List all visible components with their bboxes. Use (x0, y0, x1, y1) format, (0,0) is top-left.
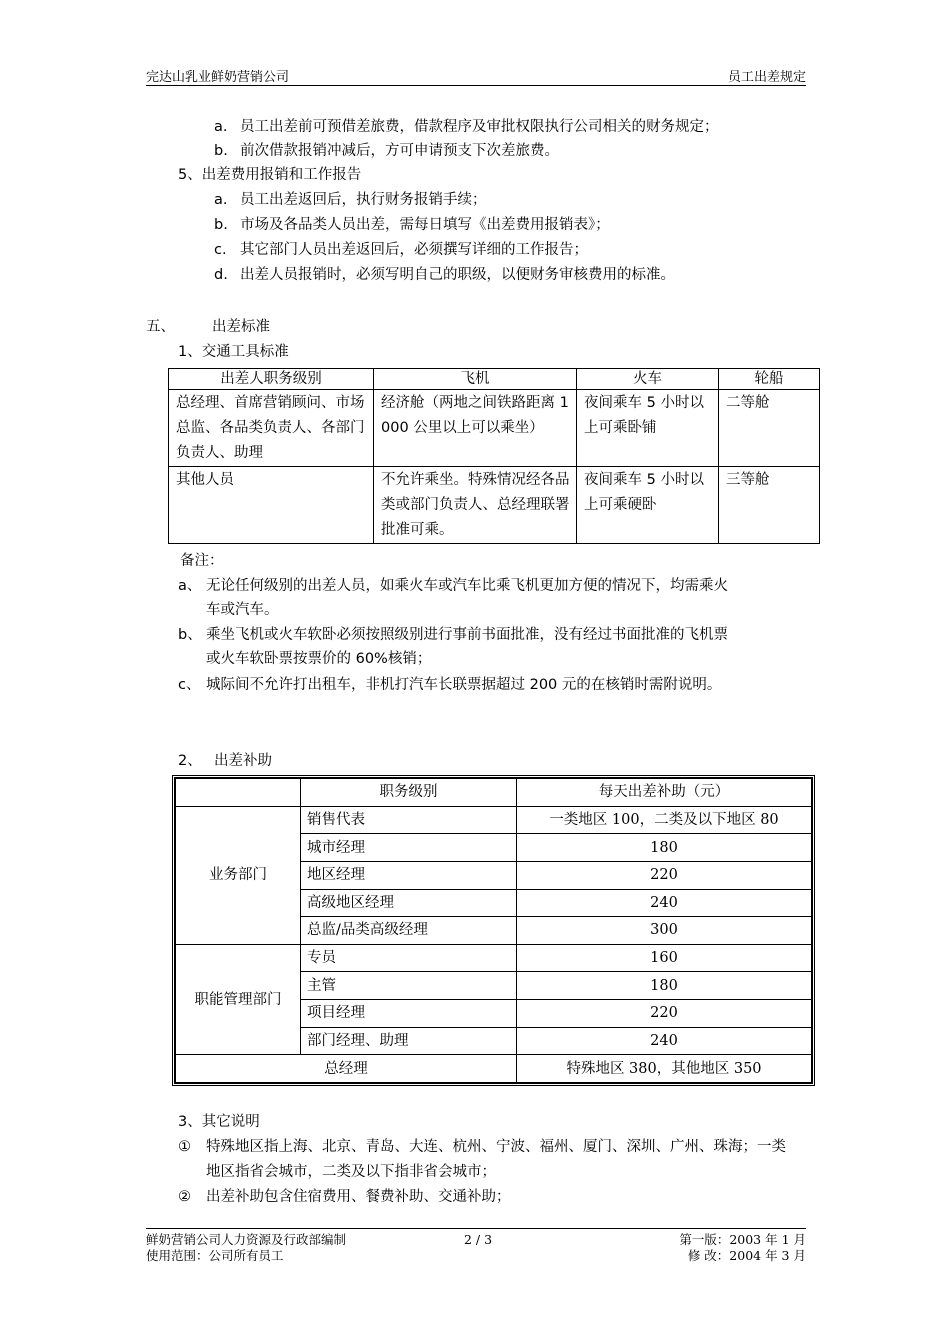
transport-cell-train: 夜间乘车 5 小时以上可乘卧铺 (577, 390, 719, 467)
other-item-2-line1: 出差补助包含住宿费用、餐费补助、交通补助； (206, 1189, 511, 1205)
header-company: 完达山乳业鲜奶营销公司 (146, 70, 290, 85)
transport-cell-plane: 经济舱（两地之间铁路距离 1000 公里以上可以乘坐） (374, 390, 577, 467)
allowance-gm-amount: 特殊地区 380，其他地区 350 (517, 1055, 812, 1083)
allowance-row-gm (176, 1055, 812, 1083)
transport-header-train: 火车 (577, 369, 719, 390)
section5-item-d-marker: d. (214, 267, 228, 283)
transport-row (169, 390, 820, 467)
note-a-line2: 车或汽车。 (206, 602, 279, 618)
footer-revision: 修 改：2004 年 3 月 (687, 1248, 806, 1263)
allowance-group-functional: 职能管理部门 (176, 944, 301, 1055)
footer-page-number: 2 / 3 (464, 1232, 493, 1247)
other-title: 3、其它说明 (178, 1114, 260, 1130)
allowance-table-frame (172, 775, 815, 1086)
section5-item-c-marker: c. (214, 242, 227, 258)
intro-item-b-marker: b. (214, 143, 228, 159)
footer-rule (146, 1228, 806, 1229)
allowance-level: 主管 (301, 972, 517, 1000)
transport-cell-ship: 二等舱 (719, 390, 820, 467)
allowance-header-level: 职务级别 (301, 779, 517, 807)
transport-title: 1、交通工具标准 (178, 344, 289, 360)
other-item-2-marker: ② (178, 1189, 191, 1205)
intro-item-a-marker: a. (214, 119, 228, 135)
allowance-level: 地区经理 (301, 861, 517, 889)
allowance-row (176, 806, 812, 834)
section5-item-b-text: 市场及各品类人员出差，需每日填写《出差费用报销表》； (240, 217, 610, 233)
note-a-marker: a、 (178, 578, 202, 594)
allowance-header-row (176, 779, 812, 807)
allowance-level: 总监/品类高级经理 (301, 917, 517, 945)
transport-header-level: 出差人职务级别 (169, 369, 374, 390)
other-item-1-marker: ① (178, 1139, 191, 1155)
allowance-header-amount: 每天出差补助（元） (517, 779, 812, 807)
other-item-1-line1: 特殊地区指上海、北京、青岛、大连、杭州、宁波、福州、厦门、深圳、广州、珠海；一类 (206, 1139, 786, 1155)
other-item-1-line2: 地区指省会城市，二类及以下指非省会城市； (206, 1164, 496, 1180)
transport-header-plane: 飞机 (374, 369, 577, 390)
allowance-level: 销售代表 (301, 806, 517, 834)
chapter-number: 五、 (146, 319, 175, 335)
header-rule (146, 85, 806, 86)
note-b-line2: 或火车软卧票按票价的 60%核销； (206, 651, 432, 667)
transport-table (168, 368, 820, 544)
allowance-amount: 220 (517, 861, 812, 889)
section5-item-d-text: 出差人员报销时，必须写明自己的职级，以便财务审核费用的标准。 (240, 267, 675, 283)
allowance-level: 高级地区经理 (301, 889, 517, 917)
transport-cell-level: 总经理、首席营销顾问、市场总监、各品类负责人、各部门负责人、助理 (169, 390, 374, 467)
allowance-level: 专员 (301, 944, 517, 972)
allowance-amount: 180 (517, 972, 812, 1000)
footer-editor: 鲜奶营销公司人力资源及行政部编制 (146, 1232, 347, 1247)
allowance-amount: 180 (517, 834, 812, 862)
transport-header-row (169, 369, 820, 390)
allowance-amount: 160 (517, 944, 812, 972)
transport-cell-train: 夜间乘车 5 小时以上可乘硬卧 (577, 467, 719, 544)
section5-item-a-text: 员工出差返回后，执行财务报销手续； (240, 192, 487, 208)
allowance-group-business: 业务部门 (176, 806, 301, 944)
chapter-title: 出差标准 (212, 319, 270, 335)
transport-header-ship: 轮船 (719, 369, 820, 390)
section5-item-c-text: 其它部门人员出差返回后，必须撰写详细的工作报告； (240, 242, 588, 258)
note-b-line1: 乘坐飞机或火车软卧必须按照级别进行事前书面批准，没有经过书面批准的飞机票 (206, 627, 728, 643)
allowance-amount: 240 (517, 1027, 812, 1055)
note-b-marker: b、 (178, 627, 202, 643)
allowance-amount: 220 (517, 1000, 812, 1028)
footer-version: 第一版：2003 年 1 月 (679, 1232, 806, 1247)
allowance-amount: 240 (517, 889, 812, 917)
allowance-level: 部门经理、助理 (301, 1027, 517, 1055)
allowance-level: 城市经理 (301, 834, 517, 862)
section5-item-a-marker: a. (214, 192, 228, 208)
allowance-level: 项目经理 (301, 1000, 517, 1028)
allowance-title-number: 2、 (178, 753, 202, 769)
transport-cell-plane: 不允许乘坐。特殊情况经各品类或部门负责人、总经理联署批准可乘。 (374, 467, 577, 544)
allowance-gm-level: 总经理 (176, 1055, 517, 1083)
transport-row (169, 467, 820, 544)
transport-cell-level: 其他人员 (169, 467, 374, 544)
section5-title: 5、出差费用报销和工作报告 (178, 167, 362, 183)
notes-label: 备注： (180, 553, 224, 569)
intro-item-b-text: 前次借款报销冲减后，方可申请预支下次差旅费。 (240, 143, 559, 159)
allowance-header-blank (176, 779, 301, 807)
allowance-amount: 一类地区 100，二类及以下地区 80 (517, 806, 812, 834)
allowance-title: 出差补助 (214, 753, 272, 769)
note-c-marker: c、 (178, 677, 201, 693)
note-c-line1: 城际间不允许打出租车，非机打汽车长联票据超过 200 元的在核销时需附说明。 (206, 677, 722, 693)
header-doc-title: 员工出差规定 (727, 70, 806, 85)
allowance-amount: 300 (517, 917, 812, 945)
allowance-table (175, 778, 812, 1083)
intro-item-a-text: 员工出差前可预借差旅费，借款程序及审批权限执行公司相关的财务规定； (240, 119, 719, 135)
footer-scope: 使用范围：公司所有员工 (146, 1248, 284, 1263)
transport-cell-ship: 三等舱 (719, 467, 820, 544)
note-a-line1: 无论任何级别的出差人员，如乘火车或汽车比乘飞机更加方便的情况下，均需乘火 (206, 578, 728, 594)
section5-item-b-marker: b. (214, 217, 228, 233)
allowance-row (176, 944, 812, 972)
